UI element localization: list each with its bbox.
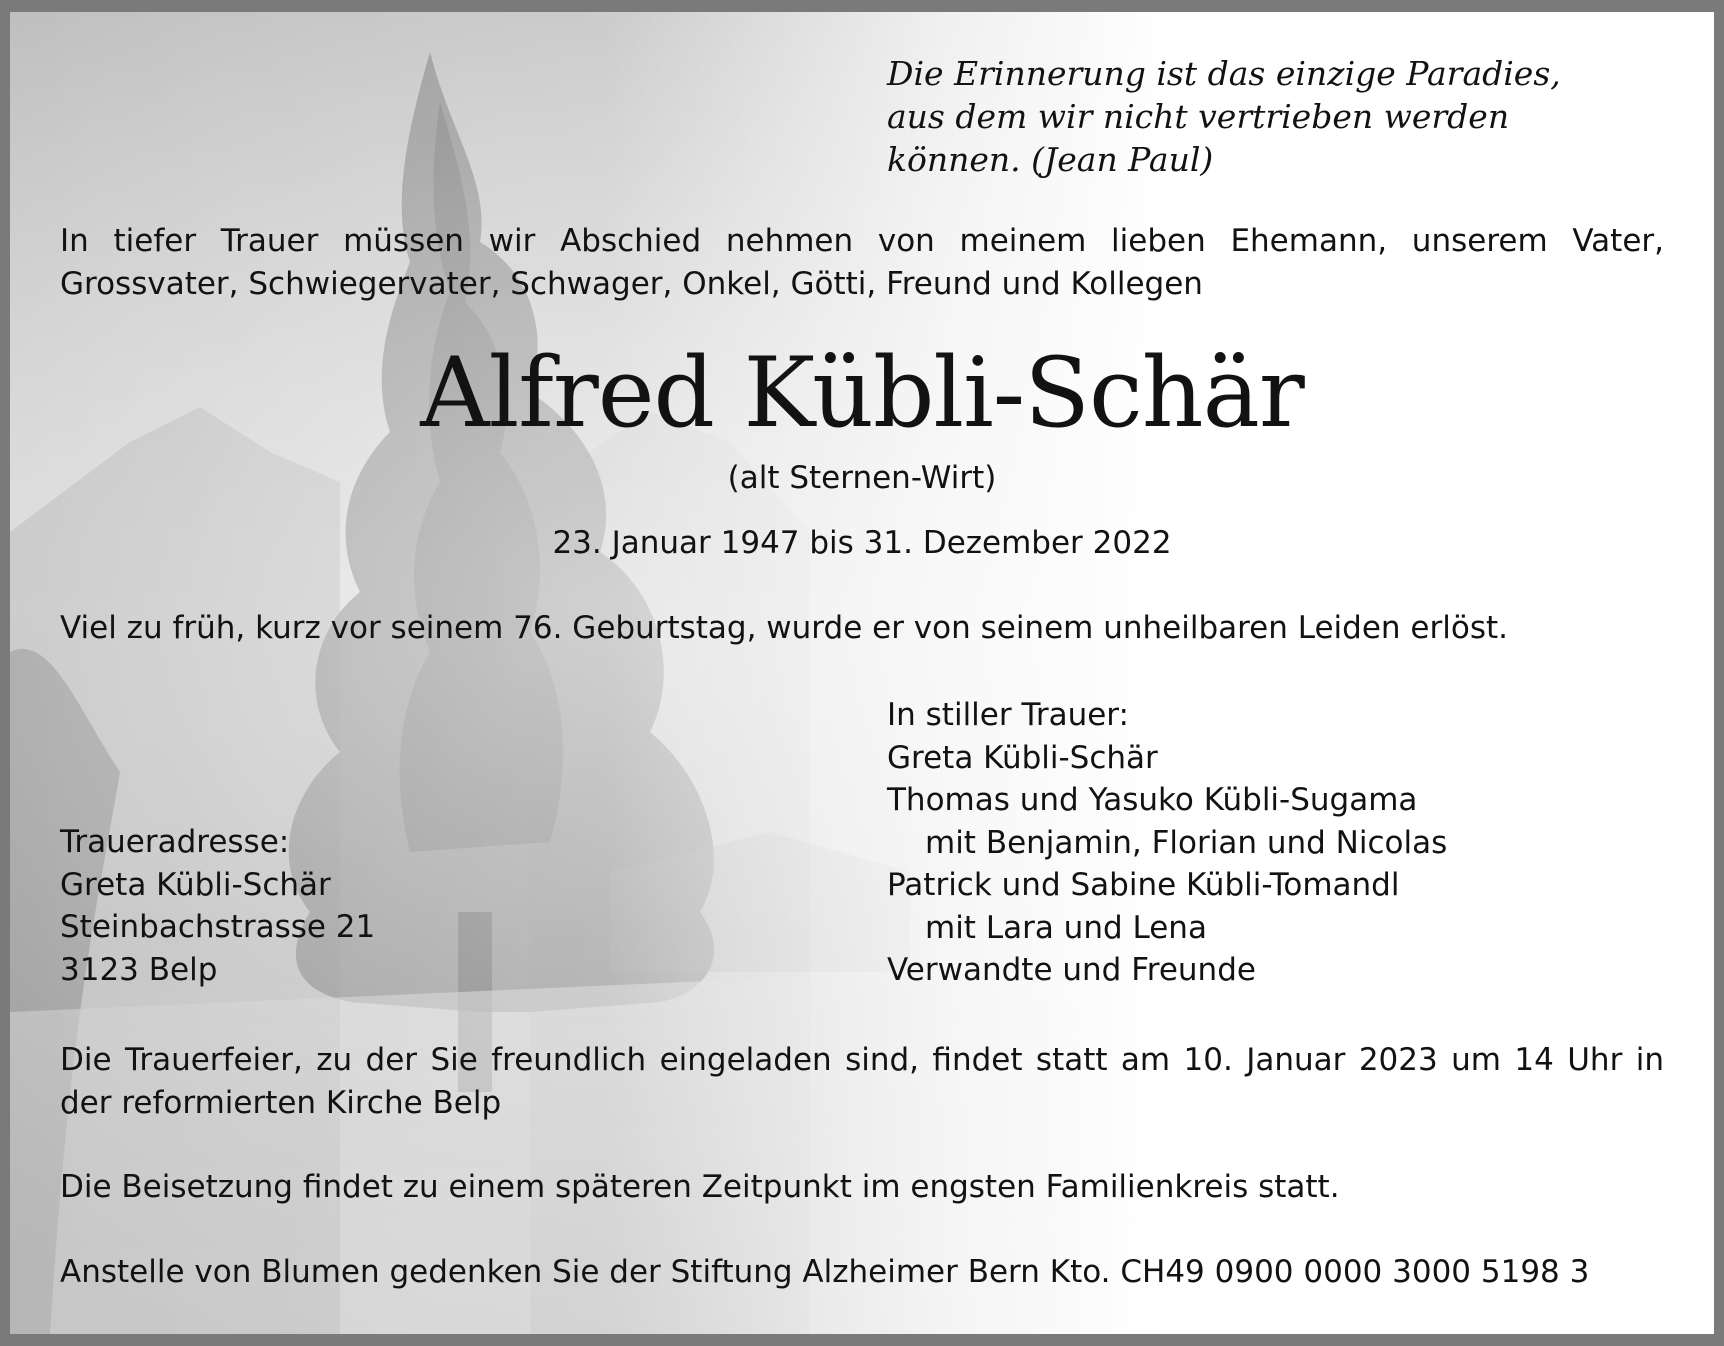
obituary-notice: [10, 12, 1714, 1334]
mourner-line: Verwandte und Freunde: [887, 952, 1256, 988]
donation-note: Anstelle von Blumen gedenken Sie der Stiftung Alzheimer Bern Kto. CH49 0900 0000 3000 5198 3: [60, 1254, 1590, 1290]
early-note: Viel zu früh, kurz vor seinem 76. Geburtstag, wurde er von seinem unheilbaren Leiden erlöst.: [60, 610, 1508, 646]
mourning-address: [60, 821, 660, 991]
mourner-line: mit Lara und Lena: [925, 909, 1207, 946]
mourner-line: mit Benjamin, Florian und Nicolas: [925, 824, 1448, 861]
mourners-list: [887, 694, 1647, 992]
address-name: Greta Kübli-Schär: [60, 866, 331, 903]
background-photo: [10, 12, 1714, 1334]
address-city: 3123 Belp: [60, 951, 218, 988]
intro-paragraph: In tiefer Trauer müssen wir Abschied nehmen von meinem lieben Ehemann, unserem Vater, Grossvater, Schwiegervater, Schwager, Onkel, Götti, Freund und Kollegen: [60, 223, 1664, 302]
quote-line: Die Erinnerung ist das einzige Paradies,: [887, 54, 1561, 93]
deceased-name: Alfred Kübli-Schär: [420, 337, 1304, 449]
epigraph-quote: [887, 52, 1647, 181]
mourners-heading: In stiller Trauer:: [887, 697, 1129, 733]
mourner-line: Patrick und Sabine Kübli-Tomandl: [887, 867, 1400, 903]
mourner-line: Greta Kübli-Schär: [887, 739, 1158, 776]
life-dates: 23. Januar 1947 bis 31. Dezember 2022: [552, 525, 1172, 561]
ceremony-paragraph: Die Trauerfeier, zu der Sie freundlich eingeladen sind, findet statt am 10. Januar 2023 um 14 Uhr in der reformierten Kirche Belp: [60, 1042, 1664, 1121]
quote-line: aus dem wir nicht vertrieben werden: [887, 97, 1510, 136]
address-street: Steinbachstrasse 21: [60, 909, 376, 945]
address-heading: Traueradresse:: [60, 824, 290, 860]
quote-line: können. (Jean Paul): [887, 140, 1214, 179]
burial-note: Die Beisetzung findet zu einem späteren Zeitpunkt im engsten Familienkreis statt.: [60, 1169, 1340, 1205]
deceased-subtitle: (alt Sternen-Wirt): [727, 460, 997, 496]
mourner-line: Thomas und Yasuko Kübli-Sugama: [887, 782, 1418, 818]
